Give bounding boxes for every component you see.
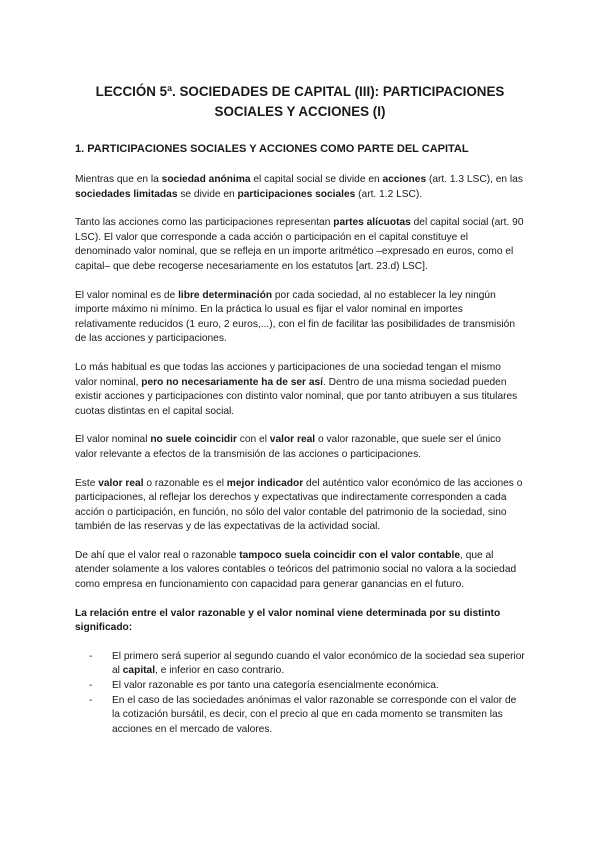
text-run: En el caso de las sociedades anónimas el valor razonable se corresponde con el valor de la cotización bursátil, es decir, con el precio al que en cada momento se transmiten las acciones en el mercado de valores. xyxy=(112,694,517,735)
text-run: El primero será superior al segundo cuando el valor económico de la sociedad sea superior al xyxy=(112,650,525,677)
text-run: (art. 1.2 LSC). xyxy=(355,188,423,200)
paragraph-6 xyxy=(75,477,525,535)
paragraph-4 xyxy=(75,361,525,419)
bold-text: valor real xyxy=(269,434,316,446)
bold-text: tampoco suela coincidir con el valor contable xyxy=(239,549,461,561)
bold-text: mejor indicador xyxy=(226,477,304,489)
text-run: el capital social se divide en xyxy=(250,174,383,185)
text-run: (art. 1.3 LSC), en las xyxy=(426,174,523,185)
text-run: o razonable es el xyxy=(143,477,227,489)
paragraph-7 xyxy=(75,549,525,593)
text-run: El valor razonable es por tanto una categoría esencialmente económica. xyxy=(112,680,439,692)
list-item xyxy=(75,679,525,694)
bold-text: no suele coincidir xyxy=(150,434,237,446)
paragraph-2 xyxy=(75,216,525,274)
bold-text: acciones xyxy=(382,174,427,185)
bold-text: pero no necesariamente ha de ser así xyxy=(141,376,324,388)
text-run: Lo más habitual es que todas las acciones y participaciones de una sociedad tengan el mismo valor nominal, xyxy=(75,361,501,388)
text-run: , e inferior en caso contrario. xyxy=(155,665,285,677)
section-heading: 1. PARTICIPACIONES SOCIALES Y ACCIONES COMO PARTE DEL CAPITAL xyxy=(75,143,469,155)
text-run: Tanto las acciones como las participaciones representan xyxy=(75,217,334,229)
text-run: del capital social (art. 90 LSC). El valor que corresponde a cada acción o participación en el capital constituye el denominado valor nominal, que se refleja en un importe aritmético –expresado en euros, como el capital– que debe recogerse necesariamente en los estatutos [art. 23.d) LSC]. xyxy=(75,217,524,272)
paragraph-3 xyxy=(75,289,525,347)
list-lead: La relación entre el valor razonable y el valor nominal viene determinada por su distinto significado: xyxy=(75,607,501,634)
text-run: o valor razonable, que suele ser el único valor relevante a efectos de la transmisión de las acciones o participaciones. xyxy=(75,434,501,460)
list-item-text xyxy=(112,651,525,677)
list-item-text xyxy=(112,680,439,691)
paragraph-1 xyxy=(75,173,525,202)
bullet-dash: - xyxy=(89,680,93,692)
text-run: con el xyxy=(236,434,270,446)
list-item xyxy=(75,650,525,679)
bullet-dash: - xyxy=(89,650,93,662)
paragraph-5 xyxy=(75,433,525,462)
bold-text: participaciones sociales xyxy=(237,188,356,200)
bold-text: valor real xyxy=(98,477,144,489)
bullet-dash: - xyxy=(89,694,93,706)
bold-text: sociedad anónima xyxy=(161,174,251,185)
text-run: De ahí que el valor real o razonable xyxy=(75,549,240,561)
text-run: , que al atender solamente a los valores contables o teóricos del patrimonio social no valora a la sociedad como empresa en funcionamiento con capacidad para generar ganancias en el futuro. xyxy=(75,549,517,591)
text-run: El valor nominal xyxy=(75,434,151,446)
bullet-list xyxy=(75,650,525,738)
bold-text: libre determinación xyxy=(178,289,273,301)
text-run: se divide en xyxy=(177,188,238,200)
bold-text: partes alícuotas xyxy=(333,217,411,229)
text-run: Mientras que en la xyxy=(75,174,162,185)
text-run: por cada sociedad, al no establecer la ley ningún importe máximo ni mínimo. En la práctica lo usual es fijar el valor nominal en importes relativamente reducidos (1 euro, 2 euros,...), con el fin de facilitar las posibilidades de transmisión de las acciones y participaciones. xyxy=(75,289,515,345)
page-title: LECCIÓN 5ª. SOCIEDADES DE CAPITAL (III): PARTICIPACIONES SOCIALES Y ACCIONES (I) xyxy=(95,84,505,119)
text-run: El valor nominal es de xyxy=(75,289,179,301)
text-run: del auténtico valor económico de las acciones o participaciones, al reflejar los derechos y expectativas que indirectamente corresponden a cada acción o participación, en función, no sólo del valor contable del patrimonio de la sociedad, sino también de las reservas y de las expectativas de la actividad social. xyxy=(75,477,523,533)
text-run: Este xyxy=(75,477,99,489)
text-run: . Dentro de una misma sociedad pueden existir acciones y participaciones con distinto valor nominal, que por tanto atribuyen a sus titulares cuotas distintas en el capital social. xyxy=(75,376,518,417)
list-item xyxy=(75,694,525,738)
bold-text: capital xyxy=(122,665,156,677)
bold-text: sociedades limitadas xyxy=(75,188,178,200)
list-item-text xyxy=(112,695,516,735)
